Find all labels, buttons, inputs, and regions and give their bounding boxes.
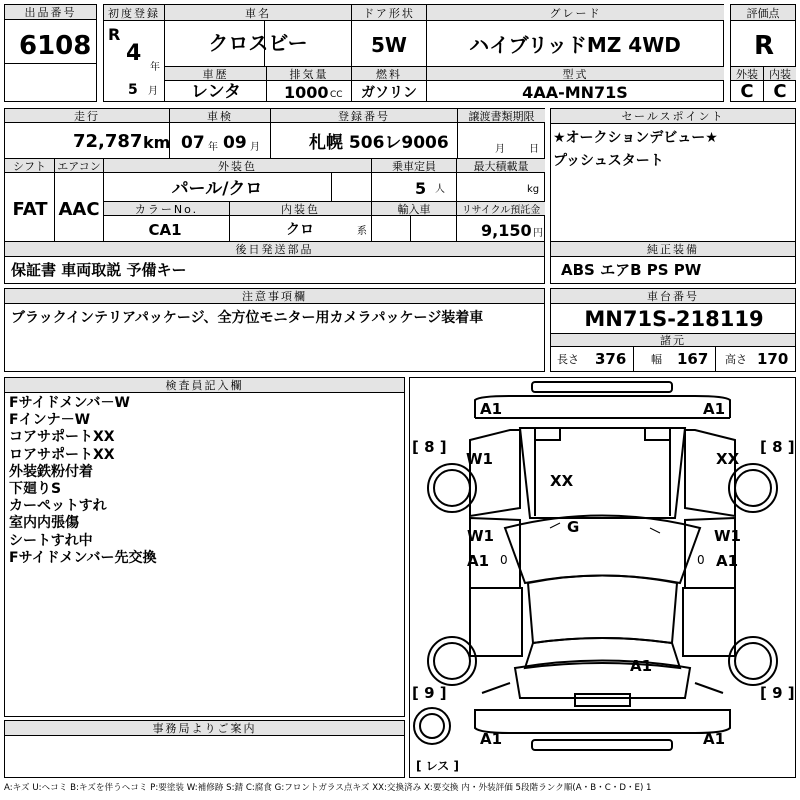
capacity-header: 乗車定員 [372, 159, 456, 173]
grade: ハイブリッドMZ 4WD [469, 33, 681, 57]
height-label: 高さ [725, 353, 747, 366]
inspector-line: 室内内張傷 [9, 515, 79, 532]
first-registration-month: 5 [128, 82, 138, 98]
inspector-line: Fサイドメンバー先交換 [9, 549, 157, 566]
mark-right-front-door-a: A1 [716, 552, 739, 570]
tire-front-right: [ 8 ] [760, 438, 795, 456]
score-value: R [753, 31, 775, 61]
first-registration-header: 初度登録 [104, 5, 164, 21]
inspection-month-unit: 月 [250, 142, 260, 153]
chassis-header: 車台番号 [551, 289, 795, 304]
interior-header: 内装 [764, 67, 796, 81]
damage-diagram [409, 377, 796, 778]
inspection-year-unit: 年 [208, 142, 218, 153]
ext-color-value: パール/クロ [171, 179, 263, 199]
car-outline [410, 378, 795, 777]
interior-score: C [773, 81, 787, 102]
car-name-header: 車名 [165, 5, 351, 21]
displacement-header: 排気量 [267, 67, 351, 81]
tire-front-left-value: 8 [424, 438, 435, 456]
equipment-value: ABS エアB PS PW [561, 261, 702, 279]
notes-value: ブラックインテリアパッケージ、全方位モニター用カメラパッケージ装着車 [11, 310, 484, 326]
height-value: 170 [757, 350, 789, 368]
mark-front-bumper-right: A1 [703, 400, 726, 418]
door-type: 5W [371, 33, 407, 57]
color-no-value: CA1 [148, 221, 182, 239]
tire-rear-left: [ 9 ] [412, 684, 447, 702]
inspector-header: 検査員記入欄 [5, 378, 404, 393]
import-header: 輸入車 [372, 202, 456, 216]
inspector-line: カーペットすれ [9, 498, 107, 515]
registration-header: 登録番号 [271, 109, 457, 123]
transfer-header: 譲渡書類期限 [458, 109, 545, 123]
dimensions-header: 諸元 [551, 334, 795, 347]
inspector-line: ロアサポートXX [9, 446, 115, 463]
later-parts-value: 保証書 車両取説 予備キー [11, 261, 187, 279]
sales-point-header: セールスポイント [551, 109, 795, 124]
tire-rear-right: [ 9 ] [760, 684, 795, 702]
spare-tire-value: レス [425, 759, 450, 773]
ext-color-header: 外装色 [104, 159, 371, 173]
history-header: 車歴 [165, 67, 266, 81]
details-box [4, 108, 545, 284]
lot-number: 6108 [19, 31, 92, 61]
length-label: 長さ [557, 353, 579, 366]
registration-value: 札幌 506レ9006 [309, 133, 449, 153]
capacity-value: 5 [415, 179, 427, 198]
fuel-value: ガソリン [361, 85, 417, 101]
first-registration-year: 4 [126, 41, 142, 66]
mark-right-front-fender: XX [716, 450, 740, 468]
inspector-notes [9, 395, 156, 567]
int-color-header: 内装色 [230, 202, 371, 216]
exterior-score: C [740, 81, 754, 102]
inspector-line: 外装鉄粉付着 [9, 463, 93, 480]
mark-left-front-fender: W1 [466, 450, 493, 468]
tire-rear-right-value: 9 [772, 684, 783, 702]
mark-hood: XX [550, 472, 574, 490]
mark-rear-area: A1 [630, 657, 653, 675]
spare-tire-label: [ レス ] [416, 759, 459, 773]
notes-header: 注意事項欄 [5, 289, 544, 304]
inspection-year: 07 [181, 133, 205, 153]
car-name: クロスビー [208, 31, 308, 55]
inspector-box [4, 377, 405, 717]
lot-number-box [4, 4, 97, 102]
model-header: 型式 [427, 67, 724, 81]
max-load-unit: kg [527, 184, 540, 195]
length-value: 376 [595, 350, 627, 368]
sales-point-line-2: プッシュスタート [553, 153, 664, 169]
notes-box [4, 288, 545, 372]
small-zero-right: 0 [697, 553, 705, 567]
model-value: 4AA-MN71S [522, 83, 628, 102]
later-parts-header: 後日発送部品 [5, 242, 544, 257]
inspector-line: シートすれ中 [9, 532, 93, 549]
displacement-unit: CC [330, 90, 343, 100]
lot-number-header: 出品番号 [5, 5, 96, 20]
transfer-month-unit: 月 [495, 144, 505, 155]
office-header: 事務局よりご案内 [5, 721, 404, 736]
mark-right-front-door-w: W1 [714, 527, 741, 545]
sales-point-box [550, 108, 796, 284]
legend: A:キズ U:ヘコミ B:キズを伴うヘコミ P:要塗装 W:補修跡 S:錆 C:腐食 G:フロントガラス点キズ XX:交換済み X:要交換 内・外装評価 5段階ランク順(A・B・C・D・E) 1 [4, 783, 652, 793]
inspector-line: Fインナ－W [9, 412, 91, 429]
width-value: 167 [677, 350, 709, 368]
year-unit: 年 [150, 62, 160, 73]
exterior-header: 外装 [731, 67, 763, 81]
shift-value: FAT [12, 199, 48, 220]
small-zero-left: 0 [500, 553, 508, 567]
inspector-line: コアサポートXX [9, 429, 115, 446]
fuel-header: 燃料 [352, 67, 426, 81]
grade-header: グレード [427, 5, 724, 21]
capacity-unit: 人 [435, 184, 445, 195]
color-no-header: カラーNo. [104, 202, 229, 216]
transfer-day-unit: 日 [529, 144, 539, 155]
office-box [4, 720, 405, 778]
era: R [108, 25, 121, 44]
recycle-value: 9,150 [481, 221, 532, 240]
mark-front-bumper-left: A1 [480, 400, 503, 418]
score-header: 評価点 [731, 5, 795, 21]
chassis-number: MN71S-218119 [584, 307, 764, 331]
mark-windshield: G [567, 518, 580, 536]
tire-rear-left-value: 9 [424, 684, 435, 702]
inspector-line: 下廻りS [9, 481, 62, 498]
mileage-unit: km [143, 133, 171, 152]
mark-left-front-door-w: W1 [467, 527, 494, 545]
mileage-header: 走行 [5, 109, 169, 123]
chassis-box [550, 288, 796, 372]
shift-header: シフト [5, 159, 54, 173]
history-value: レンタ [191, 82, 241, 102]
int-color-value: クロ [286, 222, 314, 238]
recycle-unit: 円 [533, 228, 543, 239]
mark-rear-bumper-left: A1 [480, 730, 503, 748]
ac-value: AAC [58, 199, 100, 220]
mileage-value: 72,787 [73, 131, 143, 152]
vehicle-info-box [103, 4, 724, 102]
tire-front-left: [ 8 ] [412, 438, 447, 456]
mark-rear-bumper-right: A1 [703, 730, 726, 748]
door-header: ドア形状 [352, 5, 426, 21]
width-label: 幅 [651, 353, 662, 366]
int-color-unit: 系 [357, 226, 367, 237]
recycle-header: リサイクル預託金 [457, 202, 545, 216]
inspection-header: 車検 [170, 109, 270, 123]
max-load-header: 最大積載量 [457, 159, 545, 173]
sales-point-line-1: ★オークションデビュー★ [553, 130, 718, 146]
ac-header: エアコン [55, 159, 103, 173]
displacement-value: 1000 [284, 83, 329, 102]
inspection-month: 09 [223, 133, 247, 153]
month-unit: 月 [148, 86, 158, 97]
score-box [730, 4, 796, 102]
inspector-line: Fサイドメンバ－W [9, 395, 130, 411]
equipment-header: 純正装備 [551, 242, 795, 257]
tire-front-right-value: 8 [772, 438, 783, 456]
mark-left-front-door-a: A1 [467, 552, 490, 570]
